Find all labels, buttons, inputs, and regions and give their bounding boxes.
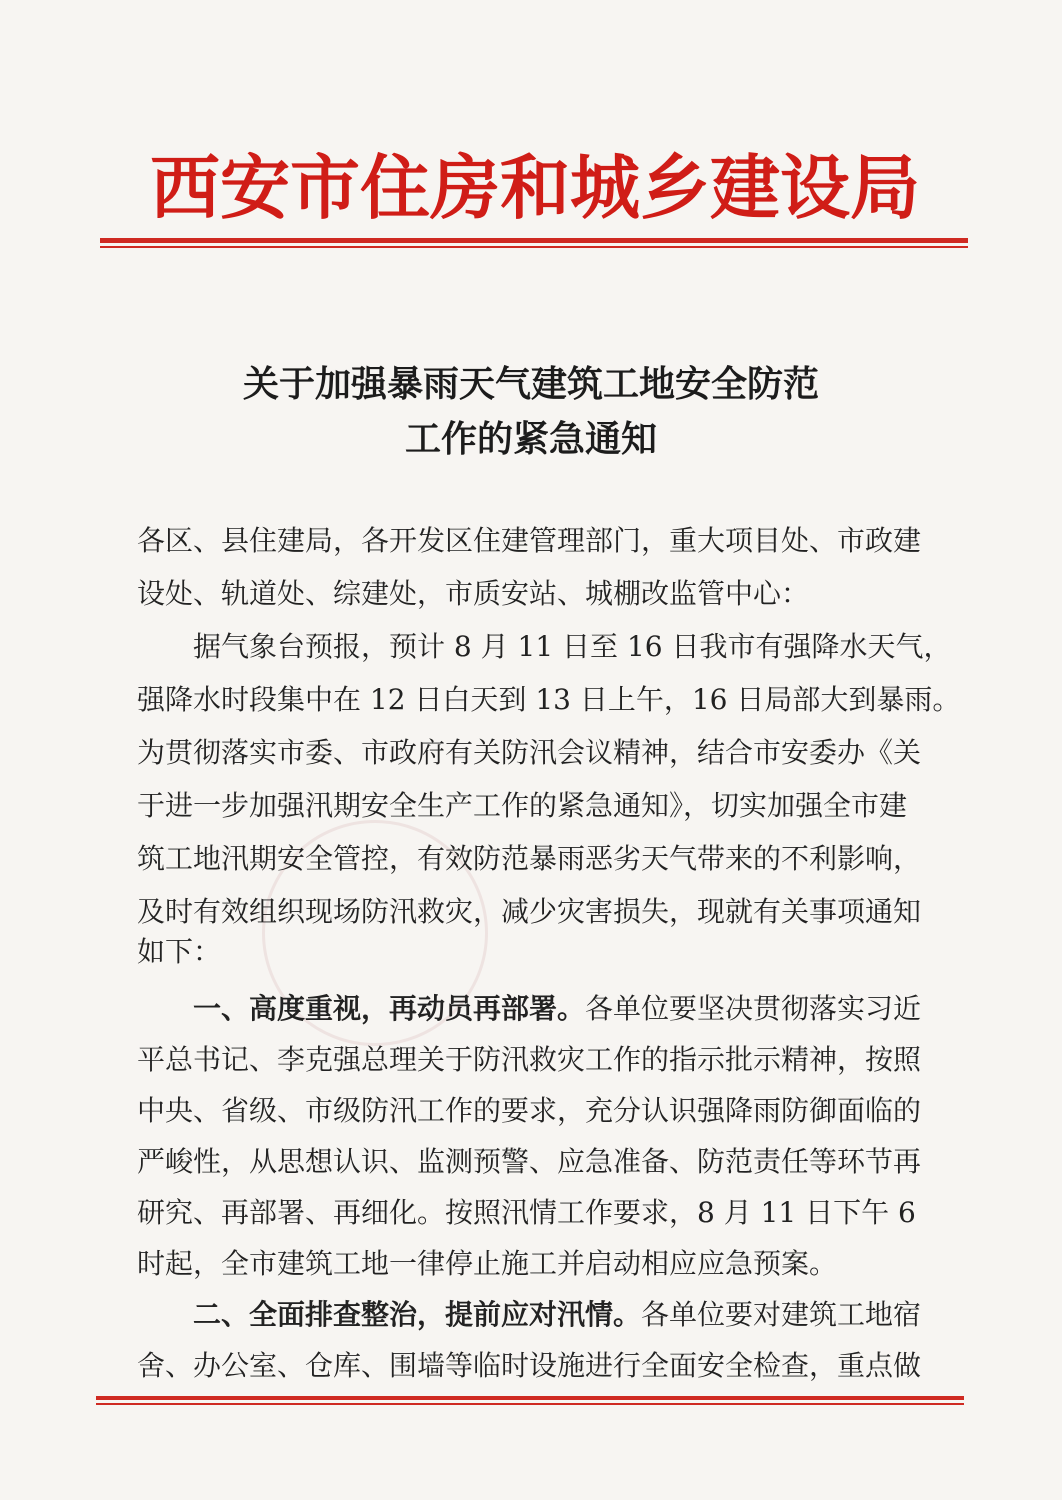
body-line: 如下：: [137, 935, 222, 968]
body-line: 为贯彻落实市委、市政府有关防汛会议精神，结合市安委办《关: [137, 736, 922, 769]
header-red-rule: [100, 238, 968, 243]
section1-first-line: [137, 982, 937, 1035]
body-line: 各区、县住建局，各开发区住建管理部门，重大项目处、市政建: [137, 524, 922, 557]
document-title-line2: 工作的紧急通知: [404, 419, 657, 460]
body-line: 强降水时段集中在 12 日白天到 13 日上午，16 日局部大到暴雨。: [137, 683, 961, 716]
body-line: 舍、办公室、仓库、围墙等临时设施进行全面安全检查，重点做: [137, 1349, 922, 1382]
body-line: 设处、轨道处、综建处，市质安站、城棚改监管中心：: [137, 577, 810, 610]
body-line: 时起，全市建筑工地一律停止施工并启动相应应急预案。: [137, 1247, 838, 1280]
section2-first-tail: 各单位要对建筑工地宿: [641, 1298, 922, 1331]
org-header-title: 西安市住房和城乡建设局: [150, 147, 920, 229]
body-line: 筑工地汛期安全管控，有效防范暴雨恶劣天气带来的不利影响，: [137, 842, 922, 875]
footer-red-rule: [96, 1396, 964, 1400]
section2-heading: 二、全面排查整治，提前应对汛情。: [137, 1298, 642, 1331]
document-title-line1: 关于加强暴雨天气建筑工地安全防范: [242, 364, 819, 405]
body-line: 平总书记、李克强总理关于防汛救灾工作的指示批示精神，按照: [137, 1043, 922, 1076]
body-line: 及时有效组织现场防汛救灾，减少灾害损失，现就有关事项通知: [137, 895, 922, 928]
section2-first-line: [137, 1288, 937, 1341]
body-line: 严峻性，从思想认识、监测预警、应急准备、防范责任等环节再: [137, 1145, 922, 1178]
section1-first-tail: 各单位要坚决贯彻落实习近: [585, 992, 922, 1025]
body-line: 据气象台预报，预计 8 月 11 日至 16 日我市有强降水天气，: [137, 630, 952, 663]
body-line: 研究、再部署、再细化。按照汛情工作要求，8 月 11 日下午 6: [137, 1196, 916, 1229]
section1-heading: 一、高度重视，再动员再部署。: [137, 992, 586, 1025]
footer-red-rule-thin: [96, 1403, 964, 1405]
body-line: 中央、省级、市级防汛工作的要求，充分认识强降雨防御面临的: [137, 1094, 922, 1127]
body-line: 于进一步加强汛期安全生产工作的紧急通知》，切实加强全市建: [137, 789, 908, 822]
header-red-rule-thin: [100, 246, 968, 248]
